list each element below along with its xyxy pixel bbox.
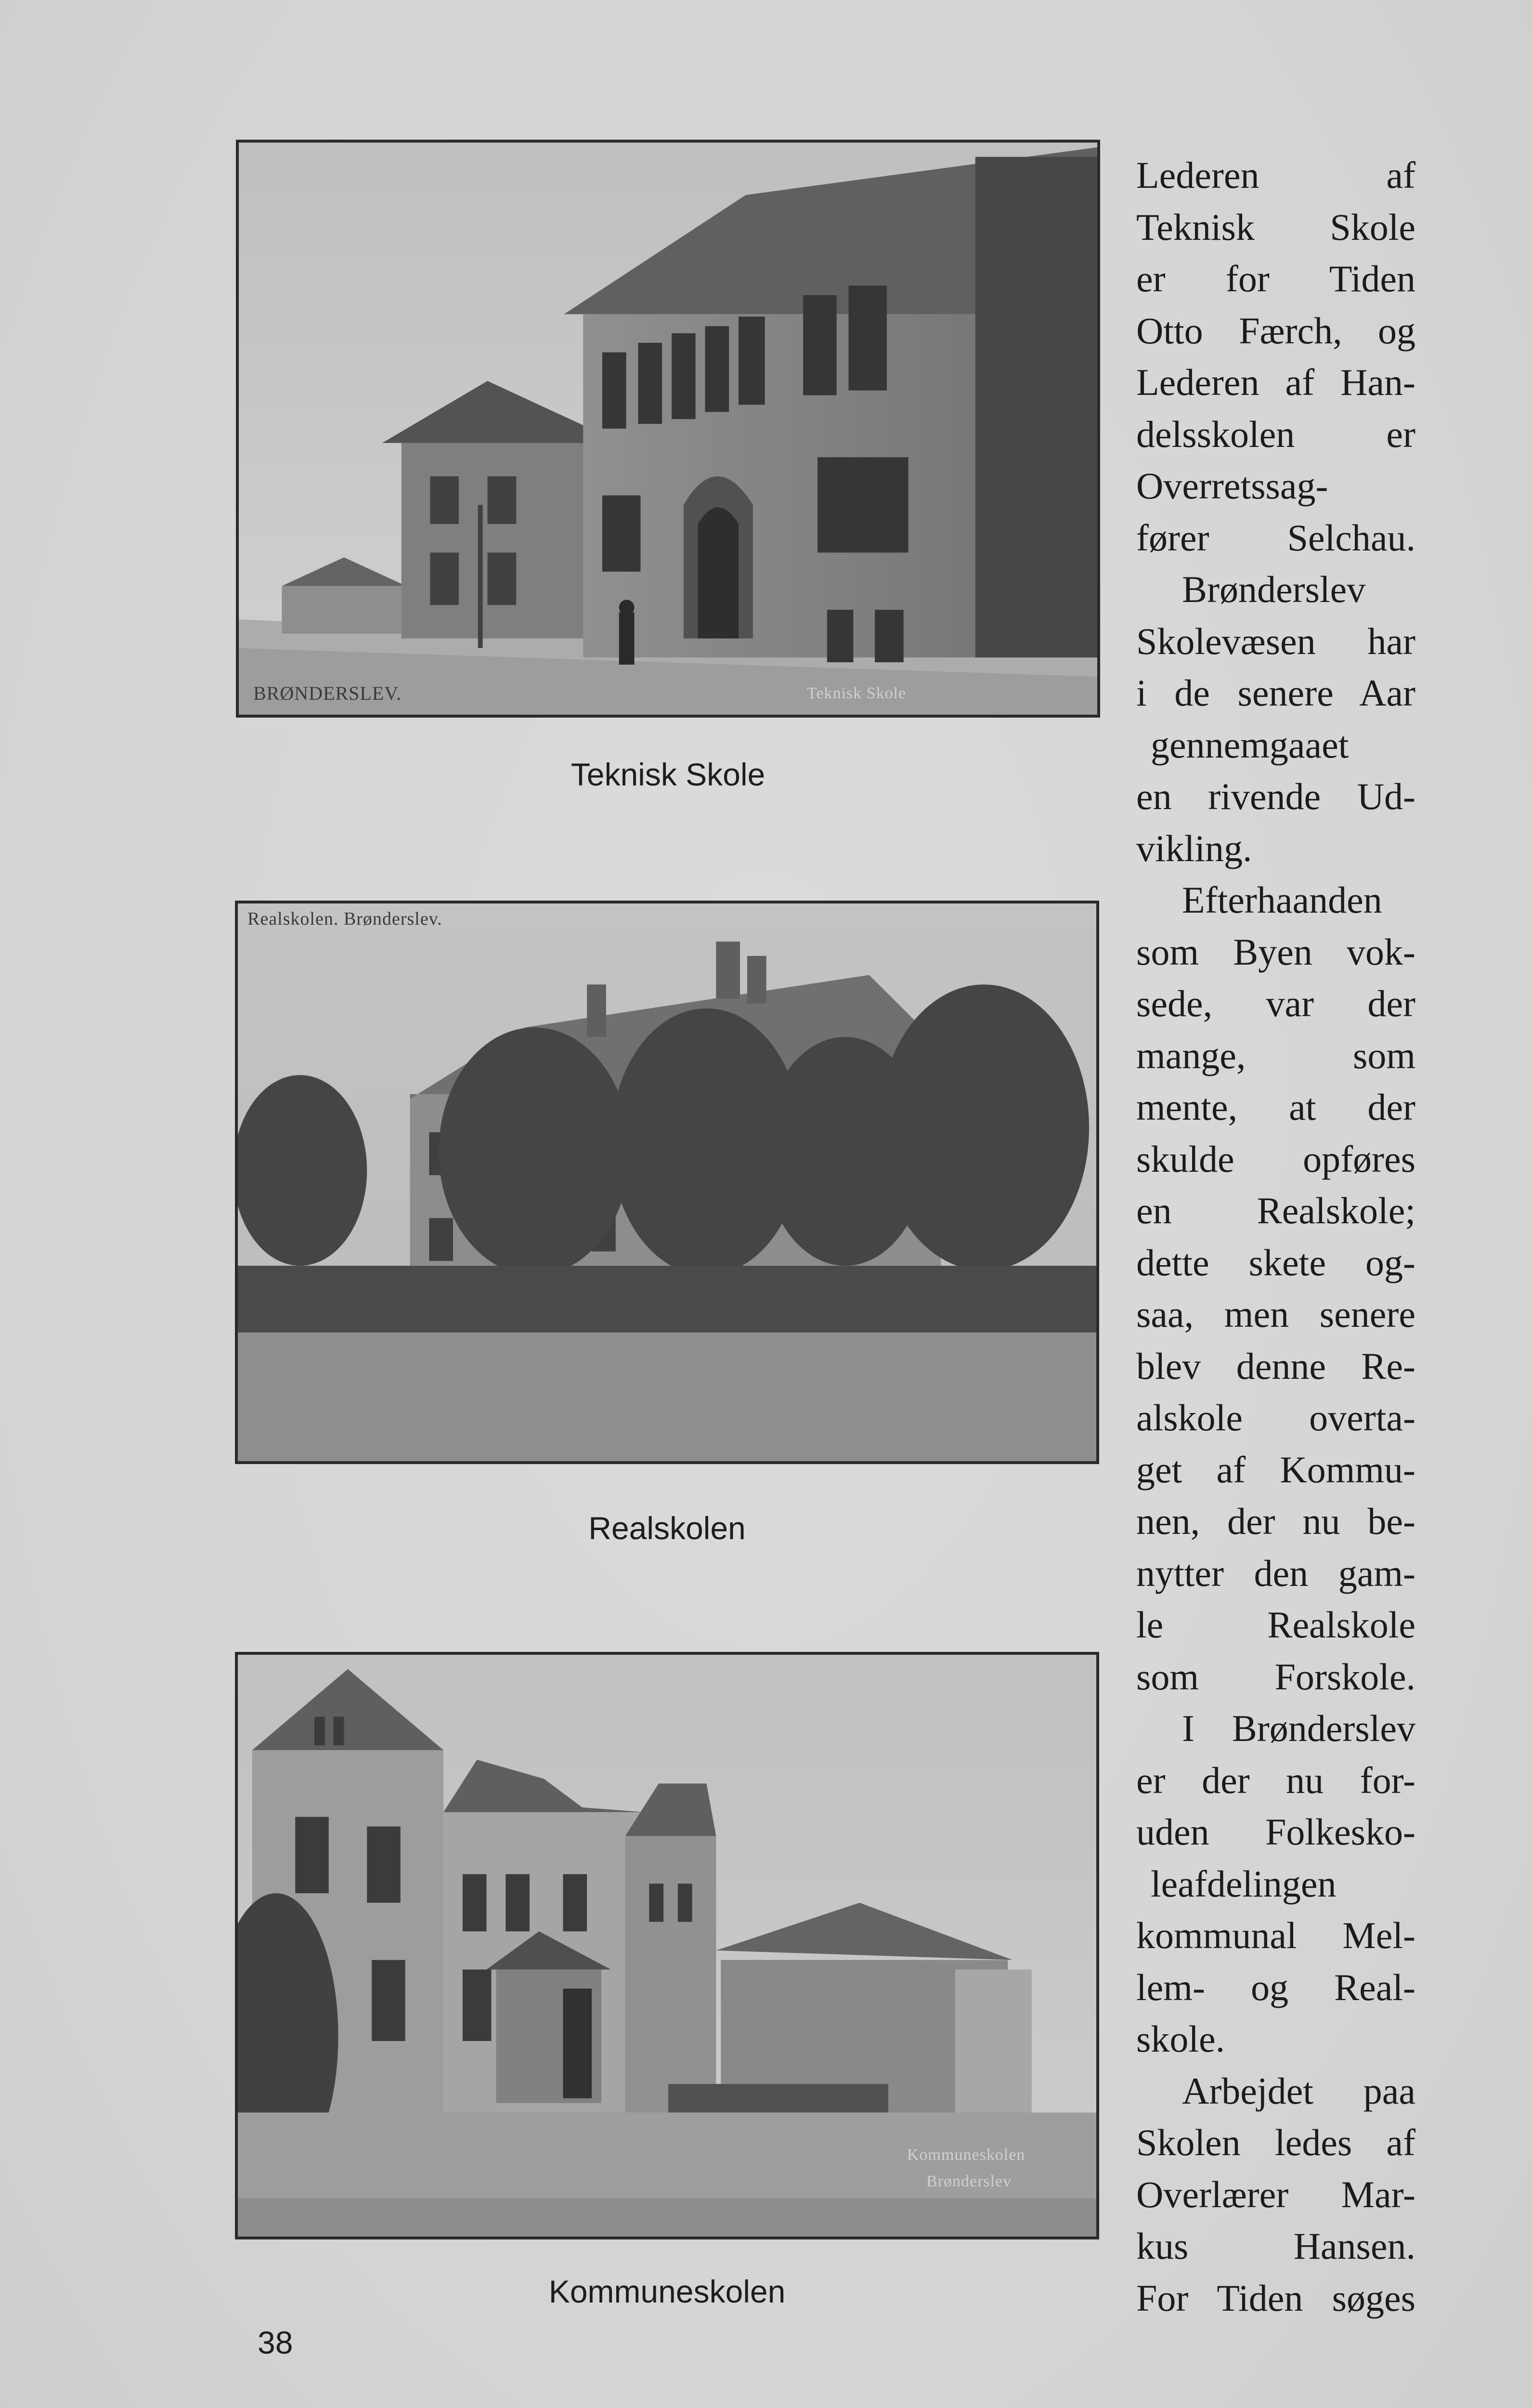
text-line: get af Kommu- <box>1136 1448 1415 1491</box>
text-line: skulde opføres <box>1136 1138 1415 1180</box>
text-line: le Realskole <box>1136 1604 1415 1646</box>
text-line: en rivende Ud- <box>1136 775 1415 817</box>
text-line: Otto Færch, og <box>1136 309 1415 352</box>
caption-kommuneskolen: Kommuneskolen <box>548 2274 786 2309</box>
photo-overlay-location: Brønderslev <box>926 2172 1012 2190</box>
text-line: Arbejdet paa <box>1182 2069 1415 2112</box>
text-line: nytter den gam- <box>1136 1552 1415 1594</box>
text-line: som Byen vok- <box>1136 930 1415 973</box>
text-line: i de senere Aar <box>1136 672 1415 714</box>
text-line: leafdelingen <box>1151 1862 1337 1905</box>
text-line: blev denne Re- <box>1136 1345 1415 1387</box>
page-number: 38 <box>258 2325 293 2360</box>
text-line: skole. <box>1136 2018 1225 2060</box>
text-line: lem- og Real- <box>1136 1966 1415 2008</box>
text-line: mange, som <box>1136 1034 1415 1076</box>
text-line: kus Hansen. <box>1136 2225 1415 2267</box>
text-line: Teknisk Skole <box>1136 206 1415 248</box>
text-line: alskole overta- <box>1136 1397 1415 1439</box>
text-line: Efterhaanden <box>1182 879 1382 921</box>
text-line: vikling. <box>1136 827 1252 869</box>
photo-realskolen <box>235 901 1099 1464</box>
text-line: fører Selchau. <box>1136 516 1415 559</box>
text-line: kommunal Mel- <box>1136 1914 1415 1956</box>
teknisk-skole-image <box>239 143 1097 715</box>
text-line: For Tiden søges <box>1136 2277 1415 2319</box>
body-text-column <box>1136 149 1415 2324</box>
text-line: Overlærer Mar- <box>1136 2173 1415 2215</box>
text-line: dette skete og- <box>1136 1241 1415 1283</box>
text-line: som Forskole. <box>1136 1655 1415 1698</box>
text-line: delsskolen er <box>1136 413 1415 455</box>
text-line: Lederen af <box>1136 154 1415 196</box>
photo-overlay-location: BRØNDERSLEV. <box>253 682 402 704</box>
text-line: er der nu for- <box>1136 1759 1415 1801</box>
text-line: Overretssag- <box>1136 465 1328 507</box>
text-line: uden Folkesko- <box>1136 1811 1415 1853</box>
text-line: Lederen af Han- <box>1136 361 1415 403</box>
text-line: en Realskole; <box>1136 1190 1415 1231</box>
text-line: Brønderslev <box>1182 568 1366 610</box>
text-line: er for Tiden <box>1136 258 1415 300</box>
realskolen-image <box>238 903 1096 1461</box>
photo-overlay-title: Teknisk Skole <box>807 684 907 702</box>
text-line: I Brønderslev <box>1182 1707 1415 1749</box>
photo-teknisk-skole <box>236 140 1100 718</box>
text-line: mente, at der <box>1136 1086 1415 1128</box>
caption-realskolen: Realskolen <box>588 1510 746 1546</box>
caption-teknisk-skole: Teknisk Skole <box>571 757 766 792</box>
text-line: nen, der nu be- <box>1136 1500 1415 1542</box>
photo-overlay-title-location: Realskolen. Brønderslev. <box>247 909 442 929</box>
text-line: gennemgaaet <box>1151 723 1349 766</box>
text-line: saa, men senere <box>1136 1293 1415 1335</box>
text-line: Skolen ledes af <box>1136 2121 1415 2163</box>
photo-kommuneskolen <box>235 1652 1099 2239</box>
photo-overlay-title: Kommuneskolen <box>907 2146 1026 2164</box>
text-line: Skolevæsen har <box>1136 620 1415 662</box>
text-line: sede, var der <box>1136 982 1415 1024</box>
